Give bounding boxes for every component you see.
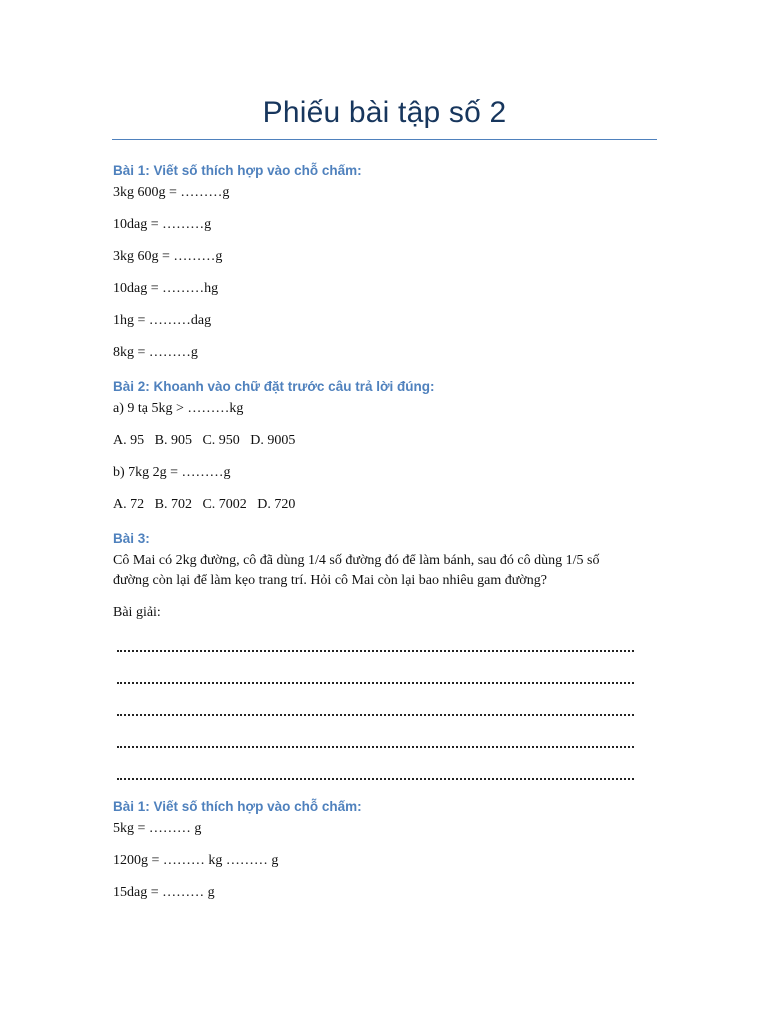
solution-label: Bài giải: bbox=[113, 605, 161, 620]
exercise-1b-heading: Bài 1: Viết số thích hợp vào chỗ chấm: bbox=[113, 799, 362, 814]
exercise-2-question-b: b) 7kg 2g = ………g bbox=[113, 465, 231, 480]
answer-line bbox=[117, 734, 634, 748]
exercise-1-line: 10dag = ………g bbox=[113, 217, 212, 232]
exercise-1-heading: Bài 1: Viết số thích hợp vào chỗ chấm: bbox=[113, 163, 362, 178]
exercise-1-line: 8kg = ………g bbox=[113, 345, 198, 360]
exercise-2-options-b: A. 72 B. 702 C. 7002 D. 720 bbox=[113, 497, 296, 512]
exercise-2-question-a: a) 9 tạ 5kg > ………kg bbox=[113, 401, 244, 416]
answer-line bbox=[117, 670, 634, 684]
exercise-1b-line: 1200g = ……… kg ……… g bbox=[113, 853, 279, 868]
answer-line bbox=[117, 638, 634, 652]
answer-line bbox=[117, 702, 634, 716]
answer-line bbox=[117, 766, 634, 780]
exercise-1-line: 3kg 600g = ………g bbox=[113, 185, 230, 200]
exercise-2-options-a: A. 95 B. 905 C. 950 D. 9005 bbox=[113, 433, 296, 448]
exercise-1b-line: 15dag = ……… g bbox=[113, 885, 215, 900]
exercise-2-heading: Bài 2: Khoanh vào chữ đặt trước câu trả lời đúng: bbox=[113, 379, 435, 394]
exercise-1b-line: 5kg = ……… g bbox=[113, 821, 202, 836]
exercise-1-line: 3kg 60g = ………g bbox=[113, 249, 223, 264]
title-divider bbox=[112, 139, 657, 140]
exercise-1-line: 1hg = ………dag bbox=[113, 313, 212, 328]
worksheet-title: Phiếu bài tập số 2 bbox=[262, 96, 507, 129]
exercise-3-heading: Bài 3: bbox=[113, 531, 150, 546]
exercise-1-line: 10dag = ………hg bbox=[113, 281, 219, 296]
exercise-3-problem: Cô Mai có 2kg đường, cô đã dùng 1/4 số đường đó để làm bánh, sau đó cô dùng 1/5 số đường còn lại để làm kẹo trang trí. Hỏi cô Mai còn lại bao nhiêu gam đường? bbox=[113, 553, 600, 588]
